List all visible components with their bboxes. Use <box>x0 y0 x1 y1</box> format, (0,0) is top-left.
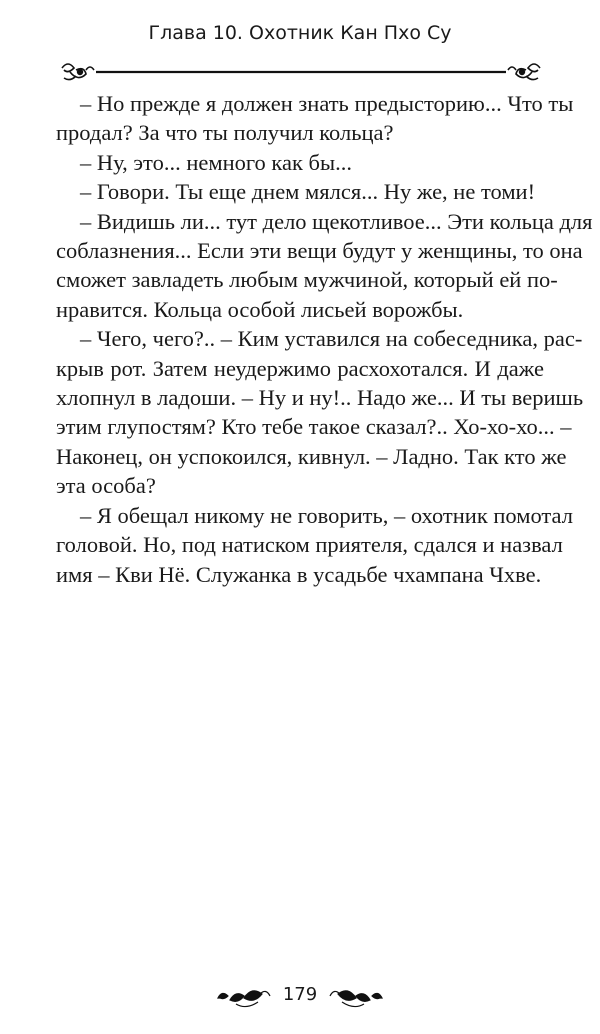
page-footer <box>0 976 600 1016</box>
text-line: – Говори. Ты еще днем мялся... Ну же, не томи! <box>80 179 536 205</box>
left-flourish-icon <box>62 64 94 80</box>
paragraph <box>56 177 544 206</box>
body-text <box>56 89 593 589</box>
text-line: – Видишь ли... тут дело щекотливое... Эти кольца для <box>80 208 593 234</box>
paragraph <box>56 89 574 148</box>
paragraph <box>56 501 573 589</box>
text-line: нравится. Кольца особой лисьей ворожбы. <box>56 296 464 322</box>
text-line: – Я обещал никому не говорить, – охотник помотал <box>80 502 573 528</box>
text-line: крыв рот. Затем неудержимо расхохотался. И даже <box>56 355 544 381</box>
paragraph <box>56 207 593 325</box>
text-line: хлопнул в ладоши. – Ну и ну!.. Надо же... И ты веришь <box>56 385 584 411</box>
text-line: Наконец, он успокоился, кивнул. – Ладно. Так кто же <box>56 443 567 469</box>
running-header: Глава 10. Охотник Кан Пхо Су <box>148 22 452 44</box>
text-line: соблазнения... Если эти вещи будут у женщины, то она <box>56 238 583 264</box>
text-line: – Ну, это... немного как бы... <box>80 149 352 175</box>
header-ornament-rule <box>58 58 544 86</box>
paragraph <box>56 148 544 177</box>
text-line: сможет завладеть любым мужчиной, который ей по- <box>56 267 558 293</box>
text-line: эта особа? <box>56 473 156 499</box>
text-line: головой. Но, под натиском приятеля, сдался и назвал <box>56 532 563 558</box>
page-number: 179 <box>282 984 318 1005</box>
text-line: – Но прежде я должен знать предысторию... Что ты <box>80 91 574 116</box>
footer-right-ornament-icon <box>326 984 386 1010</box>
right-flourish-icon <box>508 64 540 80</box>
text-line: продал? За что ты получил кольца? <box>56 120 394 146</box>
text-line: имя – Кви Нё. Служанка в усадьбе чхампана Чхве. <box>56 561 542 587</box>
text-line: этим глупостям? Кто тебе такое сказал?.. Хо-хо-хо... – <box>56 414 572 440</box>
text-line: – Чего, чего?.. – Ким уставился на собеседника, рас- <box>80 326 583 352</box>
paragraph <box>56 324 584 500</box>
